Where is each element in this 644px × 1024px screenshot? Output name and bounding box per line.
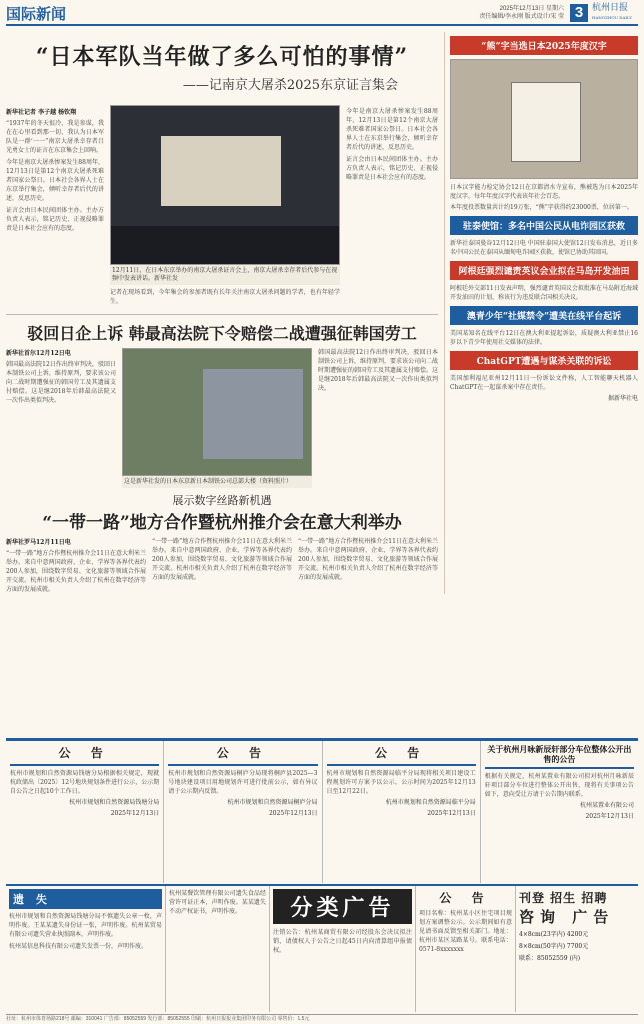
classified-row <box>6 884 638 1012</box>
argentina-body: 阿根廷外交部11日发表声明，强烈谴责英国议会拟批准在马岛附近海域开发油田的计划，称该行为违反联合国相关决议。 <box>450 285 638 301</box>
page-footer: 社址：杭州市体育场路218号 邮编：310041 广告部：85052559 发行部：85052555 印刷：杭州日报报业集团印务有限公司 零售价：1.5元 <box>6 1014 638 1023</box>
lead-headline: “日本军队当年做了多么可怕的事情” <box>35 44 409 70</box>
notice-3: 公 告 杭州市规划和自然资源局临平分局现将相关项目建设工程规划许可方案予以公示，公示时间为2025年12月13日至12月22日。 杭州市规划和自然资源局临平分局 2025年12月13日 <box>323 741 481 883</box>
lead-photo-caption: 12月11日，在日本东京举办的南京大屠杀证言会上，南京大屠杀幸存者后代参与在视频中发表讲话。新华社发 <box>110 265 340 285</box>
lead-body-3: 证言会由日本民间团体主办。主办方负责人表示，铭记历史、正视侵略罪责是日本社会应有的态度。 <box>6 207 104 232</box>
notice-2: 公 告 杭州市规划和自然资源局桐庐分局现将桐庐县2025—3号地块建设项目用地规划许可进行批前公示，如有异议请于公示期内反馈。 杭州市规划和自然资源局桐庐分局 2025年12月13日 <box>164 741 322 883</box>
issue-date: 2025年12月13日 星期六 <box>499 6 564 12</box>
main-column: “日本军队当年做了多么可怕的事情” ——记南京大屠杀2025东京证言集会 新华社记者 李子越 杨钦翔 “1937年的冬天很冷，我是参谋，我在在心里看到那一切，我认为日本军队是一群‘一一”南京大屠杀幸存者吕光勇女士的证言在东京集会上回响。 今年是南京大屠杀惨案发生88周年，12月13日是第12个南京大屠杀死难者国家公祭日。日本社会各界人士在东京举行集会，倾听幸存者后代的讲述，反思历史。 证言会由日本民间团体主办。主办方负责人表示，铭记历史、正视侵略罪责是日本社会应有的态度。 12月11日，在日本东京举办的南京大屠杀证言会上，南京大屠杀幸存者后代参与在视频中发表讲话。新华社发 记者在现场看到，今年集会的参加者既有长年关注南京大屠杀问题的学者，也有年轻学生。 今年是南京大屠杀惨案发生88周年，12月13日是第12个南京大屠杀死难者国家公祭日。日本社会各界人士在东京举行集会，倾听幸存者后代的讲述，反思历史。 证言会由日本民间团体主办。主办方负责人表示，铭记历史、正视侵略罪责是日本社会应有的态度。 驳回日企上诉 韩最高法院下令赔偿二战遭强征韩国劳工 新华社首尔12月12日电 韩国最高法院12日作出终审判决，驳回日本制铁公司上诉，维持原判，要求该公司向二战时期遭强征的韩国劳工及其遗属支付赔偿。这是继2018年后韩最高法院又一次作出类似判决。 这是新华社发的日本东京新日本制铁公司总部大楼（资料照片） 韩国最高法院12日作出终审判决，驳回日本制铁公司上诉，维持原判，要求该公司向二战时期遭强征的韩国劳工及其遗属支付赔偿。这是继2018年后韩最高法院又一次作出类似判决。 展示数字丝路新机遇 “一带一路”地方合作暨杭州推介会在意大利举办 新华社罗马12月11日电 “一带一路”地方合作暨杭州推介会11日在意大利米兰举办。来自中意两国政府、企业、学界等各界代表约200人参加，围绕数字贸易、文化旅游等领域合作展开交流。杭州市相关负责人介绍了杭州在数字经济等方面的发展成就。 “一带一路”地方合作暨杭州推介会11日在意大利米兰举办。来自中意两国政府、企业、学界等各界代表约200人参加，围绕数字贸易、文化旅游等领域合作展开交流。杭州市相关负责人介绍了杭州在数字经济等方面的发展成就。 “一带一路”地方合作暨杭州推介会11日在意大利米兰举办。来自中意两国政府、企业、学界等各界代表约200人参加，围绕数字贸易、文化旅游等领域合作展开交流。杭州市相关负责人介绍了杭州在数字经济等方面的发展成就。 <box>6 32 438 594</box>
lead-byline: 新华社记者 李子越 杨钦翔 <box>6 109 77 116</box>
lead-body-4: 记者在现场看到，今年集会的参加者既有长年关注南京大屠杀问题的学者，也有年轻学生。 <box>110 289 340 305</box>
side-credit: 据新华社电 <box>607 395 638 402</box>
lost-notices: 遗 失 杭州市规划和自然资源局钱塘分局不慎遗失公章一枚，声明作废。王某某遗失身份证一张，声明作废。杭州某贸易有限公司遗失营业执照副本，声明作废。 杭州某信息科技有限公司遗失发票一份，声明作废。 <box>6 886 166 1012</box>
kanji-body-1: 日本汉字能力检定协会12日在京都清水寺宣布，熊被选为日本2025年度汉字，每年年度汉字代表该年社会百态。 <box>450 184 638 200</box>
calligraphy-board <box>511 82 581 162</box>
chatgpt-headline: ChatGPT遭遇与谋杀关联的诉讼 <box>450 351 638 370</box>
audience-silhouette <box>111 226 339 264</box>
side-column <box>444 32 638 594</box>
page-number: 3 <box>570 4 588 22</box>
notice-row <box>6 738 638 883</box>
lead-body-1: “1937年的冬天很冷，我是参谋，我在在心里看到那一切，我认为日本军队是一群‘一一”南京大屠杀幸存者吕光勇女士的证言在东京集会上回响。 <box>6 120 104 154</box>
lead-body-continued: 今年是南京大屠杀惨案发生88周年，12月13日是第12个南京大屠杀死难者国家公祭日。日本社会各界人士在东京举行集会，倾听幸存者后代的讲述，反思历史。 <box>346 108 438 151</box>
bottom-notice: 公 告 项目名称：杭州某小区住宅项目规划方案调整公示。公示期间如有意见请书面反馈至相关部门。地址：杭州市某区某路某号。联系电话：0571-8xxxxxxx <box>416 886 516 1012</box>
paper-logo: 杭州日报 HANGZHOU DAILY <box>592 3 632 20</box>
thai-embassy-headline: 驻泰使馆：多名中国公民从电诈园区获救 <box>450 216 638 235</box>
third-byline: 新华社罗马12月11日电 <box>6 539 71 546</box>
kanji-photo <box>450 59 638 179</box>
argentina-headline: 阿根廷强烈谴责英议会业拟在马岛开发油田 <box>450 261 638 280</box>
lead-photo <box>110 105 340 265</box>
kanji-body-2: 本年度投票数量共计约19万张，“熊”字获得约23000票，位居第一。 <box>450 204 633 211</box>
second-headline: 驳回日企上诉 韩最高法院下令赔偿二战遭强征韩国劳工 <box>6 314 438 344</box>
misc-notices: 杭州某餐饮管理有限公司遗失食品经营许可证正本，声明作废。某某遗失不动产权证书，声明作废。 <box>166 886 270 1012</box>
section-title: 国际新闻 <box>6 5 67 23</box>
third-body: “一带一路”地方合作暨杭州推介会11日在意大利米兰举办。来自中意两国政府、企业、学界等各界代表约200人参加，围绕数字贸易、文化旅游等领域合作展开交流。杭州市相关负责人介绍了杭州在数字经济等方面的发展成就。 <box>6 550 146 593</box>
masthead <box>6 4 638 26</box>
notice-1: 公 告 杭州市规划和自然资源局钱塘分局根据相关规定，现就杭政储出〔2025〕12号地块规划条件进行公示，公示期自公告之日起10个工作日。 杭州市规划和自然资源局钱塘分局 2025年12月13日 <box>6 741 164 883</box>
steel-building <box>203 369 303 459</box>
australia-body: 美国某知名在线平台12日在澳大利亚提起诉讼，质疑澳大利亚禁止16岁以下青少年使用社交媒体的法律。 <box>450 330 638 346</box>
projection-screen <box>161 136 281 206</box>
second-photo-caption: 这是新华社发的日本东京新日本制铁公司总部大楼（资料照片） <box>122 476 312 488</box>
masthead-info <box>206 5 570 21</box>
third-headline: “一带一路”地方合作暨杭州推介会在意大利举办 <box>42 513 402 533</box>
editor-credits: 责任编辑/李永刚 版式设计/宋 莹 <box>479 14 564 20</box>
lead-subhead: ——记南京大屠杀2025东京证言集会 <box>182 78 398 93</box>
ad-rates-box: 刊登 招生 招聘 咨询 广告 4×8cm(23字内) 4200元 8×8cm(50字内) 7700元 联系：85052559 (内) <box>519 891 615 962</box>
lead-body-2: 今年是南京大屠杀惨案发生88周年，12月13日是第12个南京大屠杀死难者国家公祭日。日本社会各界人士在东京举行集会，倾听幸存者后代的讲述，反思历史。 <box>6 159 104 202</box>
second-photo <box>122 348 312 476</box>
notice-4: 关于杭州月咏新辰轩部分车位整体公开出售的公告 根据有关规定，杭州某置业有限公司拟对杭州月咏新辰轩项目部分车位进行整体公开出售，现将有关事项公告如下，意向受让方请于公告期内联系。 杭州某置业有限公司 2025年12月13日 <box>484 744 634 820</box>
second-byline: 新华社首尔12月12日电 <box>6 350 71 357</box>
kanji-headline: “熊”字当选日本2025年度汉字 <box>450 36 638 55</box>
chatgpt-body: 美国加利福尼亚州12月11日一份诉讼文件称，人工智能聊天机器人ChatGPT在一起谋杀案中存在责任。 <box>450 375 638 391</box>
australia-headline: 澳青少年“社媒禁令”遭美在线平台起诉 <box>450 306 638 325</box>
second-body: 韩国最高法院12日作出终审判决，驳回日本制铁公司上诉，维持原判，要求该公司向二战时期遭强征的韩国劳工及其遗属支付赔偿。这是继2018年后韩最高法院又一次作出类似判决。 <box>6 361 116 404</box>
third-kicker: 展示数字丝路新机遇 <box>172 494 272 507</box>
classified-ads: 分类广告 注销公告：杭州某商贸有限公司经股东会决议拟注销，请债权人于公告之日起45日内向清算组申报债权。 <box>270 886 416 1012</box>
thai-embassy-body: 新华社泰国曼谷12月12日电 中国驻泰国大使馆12日发布消息，近日多名中国公民在泰国从缅甸电诈园区获救，使馆已协助其回国。 <box>450 240 638 256</box>
